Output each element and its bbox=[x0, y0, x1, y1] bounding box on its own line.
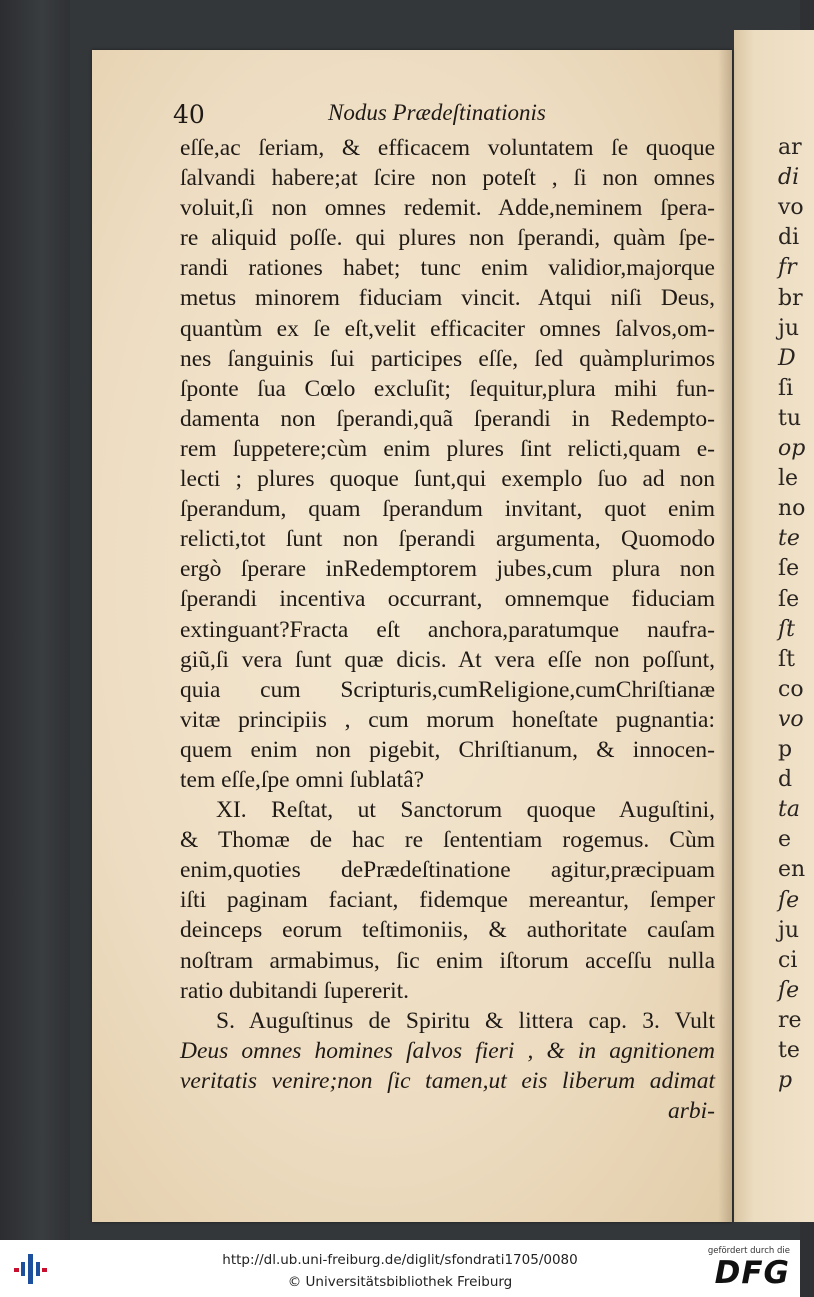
text-line: giũ,ſi vera ſunt quæ dicis. At vera eſſe non poſſunt, bbox=[180, 646, 715, 673]
section-start-line: XI. Reſtat, ut Sanctorum quoque Auguſtini, bbox=[216, 797, 715, 824]
facing-page-fragment: op bbox=[778, 436, 806, 461]
text-line: eſſe,ac ſeriam, & efficacem voluntatem ſe quoque bbox=[180, 135, 715, 161]
facing-page-fragment: te bbox=[778, 526, 800, 552]
facing-page-fragment: re bbox=[778, 1007, 802, 1033]
facing-page-fragment: fr bbox=[778, 255, 797, 281]
facing-page-fragment: e bbox=[778, 827, 792, 853]
text-line: enim,quoties dePrædeſtinatione agitur,præcipuam bbox=[180, 857, 715, 884]
text-line: ſperandi incentiva occurrant, omnemque fiduciam bbox=[180, 586, 715, 613]
text-line: relicti,tot ſunt non ſperandi argumenta, Quomodo bbox=[180, 526, 715, 553]
text-line: quem enim non pigebit, Chriſtianum, & innocen- bbox=[180, 736, 715, 763]
text-line: extinguant?Fracta eſt anchora,paratumque naufra- bbox=[180, 616, 715, 643]
page-number: 40 bbox=[173, 100, 205, 129]
facing-page-fragment: ſe bbox=[778, 887, 800, 913]
text-line: quantùm ex ſe eſt,velit efficaciter omnes ſalvos,om- bbox=[180, 315, 715, 342]
facing-page-fragment: ju bbox=[778, 315, 799, 341]
text-line: randi rationes habet; tunc enim validior,majorque bbox=[180, 255, 715, 282]
text-line: nes ſanguinis ſui participes eſſe, ſed quàmplurimos bbox=[180, 345, 715, 372]
facing-page-fragment: br bbox=[778, 285, 803, 311]
quotation-line: veritatis venire;non ſic tamen,ut eis liberum adimat bbox=[180, 1067, 715, 1094]
sponsor-caption: gefördert durch die bbox=[707, 1246, 790, 1256]
text-line: lecti ; plures quoque ſunt,qui exemplo ſuo ad non bbox=[180, 466, 715, 493]
text-line: rem ſuppetere;cùm enim plures ſint relicti,quam e- bbox=[180, 435, 715, 462]
facing-page-fragment: ſe bbox=[778, 556, 800, 582]
facing-page-fragment: en bbox=[778, 857, 806, 883]
scanner-edge bbox=[0, 0, 70, 1240]
text-line: re aliquid poſſe. qui plures non ſperandi, quàm ſpe- bbox=[180, 225, 715, 252]
facing-page-fragment: le bbox=[778, 466, 799, 492]
facing-page-fragment: d bbox=[778, 767, 793, 793]
facing-page-fragment: p bbox=[778, 1068, 793, 1094]
facing-page-fragment: ſi bbox=[778, 375, 794, 401]
facing-page-fragment: ju bbox=[778, 917, 799, 943]
text-line: quia cum Scripturis,cumReligione,cumChriſtianæ bbox=[180, 676, 715, 703]
facing-page-fragment: ci bbox=[778, 947, 798, 973]
facing-page-fragment: ſe bbox=[778, 586, 800, 612]
facing-page-fragment: vo bbox=[778, 706, 804, 732]
running-title: Nodus Prædeſtinationis bbox=[328, 100, 546, 125]
citation-line: S. Auguſtinus de Spiritu & littera cap. 3. Vult bbox=[216, 1007, 715, 1034]
text-line: vitæ principiis , cum morum honeſtate pugnantia: bbox=[180, 706, 715, 733]
text-line: ſalvandi habere;at ſcire non poteſt , ſi non omnes bbox=[180, 165, 715, 192]
facing-page-fragment: no bbox=[778, 496, 806, 522]
facing-page-fragment: di bbox=[778, 165, 800, 191]
facing-page-fragment: ſt bbox=[778, 646, 795, 672]
facing-page-fragment: te bbox=[778, 1038, 800, 1063]
text-line: voluit,ſi non omnes redemit. Adde,neminem ſpera- bbox=[180, 195, 715, 222]
facing-page-fragment: tu bbox=[778, 405, 802, 431]
facing-page-fragment: vo bbox=[778, 195, 804, 221]
viewer-footer bbox=[0, 1240, 800, 1297]
text-line: ratio dubitandi ſupererit. bbox=[180, 977, 410, 1004]
facing-page-fragment: p bbox=[778, 737, 793, 762]
text-line: tem eſſe,ſpe omni ſublatâ? bbox=[180, 766, 425, 793]
text-line: ergò ſperare inRedemptorem jubes,cum plura non bbox=[180, 556, 715, 583]
facing-page-fragment: co bbox=[778, 676, 804, 702]
page-header bbox=[173, 100, 713, 134]
copyright-notice: © Universitätsbibliothek Freiburg bbox=[287, 1274, 513, 1290]
text-line: metus minorem fiduciam vincit. Atqui niſi Deus, bbox=[180, 285, 715, 312]
facing-page-fragment: ta bbox=[778, 797, 800, 823]
dfg-logo-text: DFG bbox=[714, 1255, 790, 1291]
catchword: arbi- bbox=[668, 1098, 715, 1124]
text-line: noſtram armabimus, ſic enim iſtorum acceſſu nulla bbox=[180, 947, 715, 974]
text-line: deinceps eorum teſtimoniis, & authoritate cauſam bbox=[180, 917, 715, 944]
body-text bbox=[180, 133, 715, 1126]
facing-page-edge bbox=[734, 30, 814, 1222]
facing-page-fragment: di bbox=[778, 225, 800, 251]
text-line: ſperandum, quam ſperandum invitant, quot enim bbox=[180, 496, 715, 523]
text-line: ſponte ſua Cœlo excluſit; ſequitur,plura mihi fun- bbox=[180, 375, 715, 402]
facing-page-fragment: ſe bbox=[778, 977, 800, 1003]
text-line: & Thomæ de hac re ſententiam rogemus. Cùm bbox=[180, 827, 715, 854]
text-line: damenta non ſperandi,quã ſperandi in Redempto- bbox=[180, 405, 715, 432]
dfg-sponsor-logo bbox=[698, 1246, 790, 1294]
facing-page-fragment: D bbox=[778, 345, 796, 371]
facing-page-fragment: ſt bbox=[778, 616, 795, 642]
quotation-line: Deus omnes homines ſalvos fieri , & in agnitionem bbox=[180, 1037, 715, 1064]
facing-page-fragment: ar bbox=[778, 135, 802, 160]
text-line: iſti paginam faciant, fidemque mereantur, ſemper bbox=[180, 887, 715, 914]
permalink-url[interactable]: http://dl.ub.uni-freiburg.de/diglit/sfondrati1705/0080 bbox=[222, 1252, 578, 1268]
